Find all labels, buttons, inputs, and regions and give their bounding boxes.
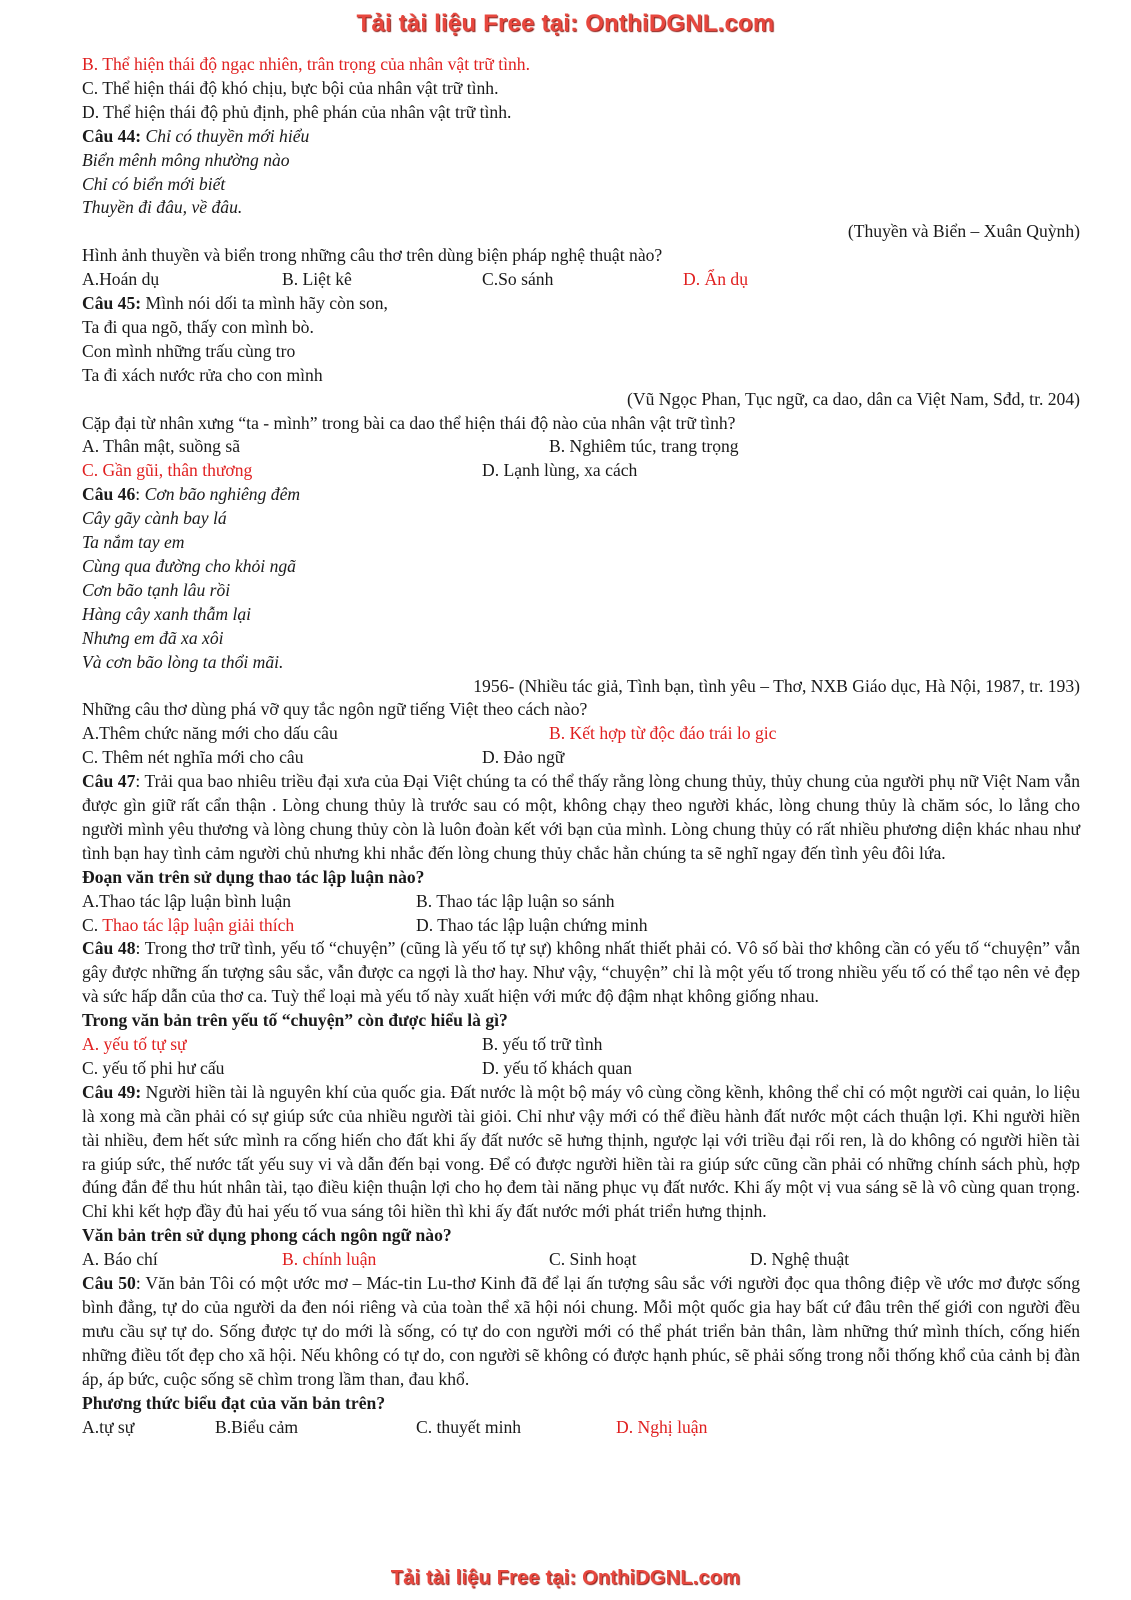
q47-question: Đoạn văn trên sử dụng thao tác lập luận nào? xyxy=(82,866,425,887)
q49-option-b: B. chính luận xyxy=(282,1249,377,1270)
q47-options-row-2 xyxy=(82,914,1080,938)
q46-option-a: A.Thêm chức năng mới cho dấu câu xyxy=(82,723,338,744)
q49-label: Câu 49: xyxy=(82,1081,142,1102)
q45-options-row-1 xyxy=(82,435,1080,459)
q45-poem-line-4: Ta đi xách nước rửa cho con mình xyxy=(82,364,323,385)
q50-passage: Câu 50: Văn bản Tôi có một ước mơ – Mác-tin Lu-thơ Kinh đã để lại ấn tượng sâu sắc với người đọc qua thông điệp về ước mơ được sống bình đẳng, tự do của người da đen nói riêng và của toàn thể xã hội nói chung. Mỗi một quốc gia hay bất cứ đâu trên thế giới con người đều mưu cầu sự tự do. Sống được tự do mới là sống, có tự do con người mới có thể phát triển bản thân, làm những thứ mình thích, cống hiến những điều tốt đẹp cho xã hội. Nếu không có tự do, con người sẽ không có được hạnh phúc, sẽ phải sống trong nỗi thống khổ của cảnh bị đàn áp, áp bức, cuộc sống sẽ chìm trong lầm than, đau khổ. xyxy=(82,1273,1081,1389)
q44-option-a: A.Hoán dụ xyxy=(82,269,160,290)
q44-poem-text-1: Chỉ có thuyền mới hiểu xyxy=(145,125,310,146)
q47-label: Câu 47 xyxy=(82,771,136,792)
q43-option-c: C. Thể hiện thái độ khó chịu, bực bội của nhân vật trữ tình. xyxy=(82,77,499,98)
q46-poem-line-7: Nhưng em đã xa xôi xyxy=(82,627,224,648)
q49-passage xyxy=(82,1081,1080,1224)
q46-options-row-1 xyxy=(82,722,1080,746)
q48-option-a: A. yếu tố tự sự xyxy=(82,1034,187,1055)
q48-question: Trong văn bản trên yếu tố “chuyện” còn được hiểu là gì? xyxy=(82,1010,508,1031)
q46-label: Câu 46 xyxy=(82,484,136,505)
q44-option-b: B. Liệt kê xyxy=(282,269,352,290)
document-body xyxy=(82,53,1080,1439)
q44-source: (Thuyền và Biển – Xuân Quỳnh) xyxy=(847,221,1080,242)
q45-poem-line-1 xyxy=(82,292,1080,316)
q45-source: (Vũ Ngọc Phan, Tục ngữ, ca dao, dân ca Việt Nam, Sđd, tr. 204) xyxy=(627,388,1080,409)
footer-banner: Tải tài liệu Free tại: OnthiDGNL.com xyxy=(390,1567,741,1589)
q43-option-b xyxy=(82,53,1080,77)
q50-option-c: C. thuyết minh xyxy=(416,1416,522,1437)
q46-option-d: D. Đảo ngữ xyxy=(482,747,565,768)
q45-question: Cặp đại từ nhân xưng “ta - mình” trong bài ca dao thể hiện thái độ nào của nhân vật trữ tình? xyxy=(82,412,736,433)
q44-option-c: C.So sánh xyxy=(482,269,554,290)
q45-poem-line-2: Ta đi qua ngõ, thấy con mình bò. xyxy=(82,316,314,337)
q44-option-d: D. Ẩn dụ xyxy=(683,269,748,290)
q47-options-row-1 xyxy=(82,890,1080,914)
q50-option-a: A.tự sự xyxy=(82,1416,135,1437)
q46-question: Những câu thơ dùng phá vỡ quy tắc ngôn ngữ tiếng Việt theo cách nào? xyxy=(82,699,588,720)
q48-label: Câu 48 xyxy=(82,938,136,959)
header-banner: Tải tài liệu Free tại: OnthiDGNL.com xyxy=(356,10,775,37)
q45-option-d: D. Lạnh lùng, xa cách xyxy=(482,460,638,481)
q45-option-a: A. Thân mật, suồng sã xyxy=(82,436,241,457)
q47-passage: Câu 47: Trải qua bao nhiêu triều đại xưa của Đại Việt chúng ta có thể thấy rằng lòng chung thủy, thủy chung của người phụ nữ Việt Nam vẫn được gìn giữ rất cẩn thận . Lòng chung thủy là trước sau có một, không chạy theo người khác, lòng chung thủy là chăm sóc, lo lắng cho người mình yêu thương và lòng chung thủy còn là luôn đoàn kết với bạn của mình. Lòng chung thủy có rất nhiều phương diện khác nhau như tình bạn hay tình cảm người chủ nhưng khi nhắc đến lòng chung thủy chắc hẳn chúng ta sẽ nghĩ ngay đến tình yêu đôi lứa. xyxy=(82,771,1081,863)
q46-poem-line-5: Cơn bão tạnh lâu rồi xyxy=(82,579,231,600)
q45-poem-text-1: Mình nói dối ta mình hãy còn son, xyxy=(145,293,388,314)
q47-text: Trải qua bao nhiêu triều đại xưa của Đại Việt chúng ta có thể thấy rằng lòng chung thủy, thủy chung của người phụ nữ Việt Nam vẫn được gìn giữ rất cẩn thận . Lòng chung thủy là trước sau có một, không chạy theo người khác, lòng chung thủy là chăm sóc, lo lắng cho người mình yêu thương và lòng chung thủy còn là luôn đoàn kết với bạn của mình. Lòng chung thủy có rất nhiều phương diện khác nhau như tình bạn hay tình cảm người chủ nhưng khi nhắc đến lòng chung thủy chắc hẳn chúng ta sẽ nghĩ ngay đến tình yêu đôi lứa. xyxy=(82,771,1081,863)
q48-passage: Câu 48: Trong thơ trữ tình, yếu tố “chuyện” (cũng là yếu tố tự sự) không nhất thiết phải có. Vô số bài thơ không cần có yếu tố “chuyện” vẫn gây được những ấn tượng sâu sắc, vẫn được ca ngợi là thơ hay. Như vậy, “chuyện” chỉ là một yếu tố trong nhiều yếu tố có thể tạo nên vẻ đẹp và sức hấp dẫn của thơ ca. Tuỳ thể loại mà yếu tố này xuất hiện với mức độ đậm nhạt không giống nhau. xyxy=(82,938,1081,1007)
q48-options-row-2 xyxy=(82,1057,1080,1081)
q47-option-c-prefix: C. xyxy=(82,914,99,935)
q46-poem-line-6: Hàng cây xanh thẫm lại xyxy=(82,603,252,624)
q47-option-d: D. Thao tác lập luận chứng minh xyxy=(416,914,648,935)
q49-options xyxy=(82,1248,1080,1272)
q46-poem-line-1: Câu 46: Cơn bão nghiêng đêm xyxy=(82,484,301,505)
q44-label: Câu 44: xyxy=(82,125,142,146)
q46-option-b: B. Kết hợp từ độc đáo trái lo gic xyxy=(549,723,777,744)
q48-option-c: C. yếu tố phi hư cấu xyxy=(82,1057,225,1078)
q46-source: 1956- (Nhiều tác giả, Tình bạn, tình yêu – Thơ, NXB Giáo dục, Hà Nội, 1987, tr. 193) xyxy=(473,675,1080,696)
q50-label: Câu 50 xyxy=(82,1273,136,1294)
q45-poem-line-3: Con mình những trấu cùng tro xyxy=(82,340,296,361)
q45-label: Câu 45: xyxy=(82,293,142,314)
q45-options-row-2 xyxy=(82,459,1080,483)
q46-poem-line-4: Cùng qua đường cho khỏi ngã xyxy=(82,555,296,576)
q45-option-b: B. Nghiêm túc, trang trọng xyxy=(549,436,739,457)
q44-poem-line-2: Biển mênh mông nhường nào xyxy=(82,149,290,170)
q46-options-row-2 xyxy=(82,746,1080,770)
q49-option-c: C. Sinh hoạt xyxy=(549,1249,637,1270)
q48-option-d: D. yếu tố khách quan xyxy=(482,1057,632,1078)
q50-question: Phương thức biểu đạt của văn bản trên? xyxy=(82,1392,386,1413)
q46-poem-text-1: Cơn bão nghiêng đêm xyxy=(144,484,301,505)
q44-poem-line-4: Thuyền đi đâu, về đâu. xyxy=(82,197,243,218)
q50-option-b: B.Biểu cảm xyxy=(215,1416,299,1437)
q49-option-a: A. Báo chí xyxy=(82,1249,158,1270)
q49-text: Người hiền tài là nguyên khí của quốc gia. Đất nước là một bộ máy vô cùng cồng kềnh, không thể chỉ có một người cai quản, lo liệu là xong mà cần phải có sự giúp sức của nhiều người tài giỏi. Chỉ như vậy mới có thể điều hành đất nước một cách thuận lợi. Khi người hiền tài nhiều, đem hết sức mình ra cống hiến cho đất khi ấy đất nước sẽ hưng thịnh, ngược lại với triều đại rối ren, là do không có người hiền tài ra giúp sức, thế nước tất yếu suy vi và dẫn đến bại vong. Để có được người hiền tài ra giúp sức cũng cần phải có những chính sách phù, hợp đúng đắn để thu hút nhân tài, tạo điều kiện thuận lợi cho họ đem tài năng phục vụ đất nước. Khi ấy một vị vua sáng sẽ là vô cùng quan trọng. Chỉ khi kết hợp đầy đủ hai yếu tố vua sáng tôi hiền thì khi ấy đất nước mới phát triển hưng thịnh. xyxy=(82,1081,1080,1222)
q48-option-b: B. yếu tố trữ tình xyxy=(482,1034,603,1055)
q47-option-c xyxy=(82,914,294,938)
q43-option-d: D. Thể hiện thái độ phủ định, phê phán của nhân vật trữ tình. xyxy=(82,101,512,122)
q43-option-b-text: B. Thể hiện thái độ ngạc nhiên, trân trọng của nhân vật trữ tình. xyxy=(82,54,530,74)
q49-option-d: D. Nghệ thuật xyxy=(750,1249,850,1270)
q47-option-b: B. Thao tác lập luận so sánh xyxy=(416,890,615,911)
q48-options-row-1 xyxy=(82,1033,1080,1057)
q50-options xyxy=(82,1416,1080,1440)
q44-poem-line-3: Chỉ có biển mới biết xyxy=(82,173,226,194)
q46-poem-line-2: Cây gãy cành bay lá xyxy=(82,508,227,529)
q44-poem-line-1 xyxy=(82,125,1080,149)
q44-options xyxy=(82,268,1080,292)
q49-question: Văn bản trên sử dụng phong cách ngôn ngữ nào? xyxy=(82,1225,452,1246)
q47-option-c-text: Thao tác lập luận giải thích xyxy=(102,914,295,935)
q46-poem-line-8: Và cơn bão lòng ta thổi mãi. xyxy=(82,651,284,672)
q50-option-d: D. Nghị luận xyxy=(616,1416,708,1437)
q50-text: Văn bản Tôi có một ước mơ – Mác-tin Lu-thơ Kinh đã để lại ấn tượng sâu sắc với người đọc qua thông điệp về ước mơ được sống bình đẳng, tự do của người da đen nói riêng và của toàn thể xã hội nói chung. Mỗi một quốc gia hay bất cứ đâu trên thế giới con người đều mưu cầu sự tự do. Sống được tự do mới là sống, có tự do con người mới có thể phát triển bản thân, làm những thứ mình thích, cống hiến những điều tốt đẹp cho xã hội. Nếu không có tự do, con người sẽ không có được hạnh phúc, sẽ phải sống trong nỗi thống khổ của cảnh bị đàn áp, áp bức, cuộc sống sẽ chìm trong lầm than, đau khổ. xyxy=(82,1273,1081,1389)
q45-option-c: C. Gần gũi, thân thương xyxy=(82,460,253,481)
q48-text: Trong thơ trữ tình, yếu tố “chuyện” (cũng là yếu tố tự sự) không nhất thiết phải có. Vô số bài thơ không cần có yếu tố “chuyện” vẫn gây được những ấn tượng sâu sắc, vẫn được ca ngợi là thơ hay. Như vậy, “chuyện” chỉ là một yếu tố trong nhiều yếu tố có thể tạo nên vẻ đẹp và sức hấp dẫn của thơ ca. Tuỳ thể loại mà yếu tố này xuất hiện với mức độ đậm nhạt không giống nhau. xyxy=(82,938,1081,1007)
q46-option-c: C. Thêm nét nghĩa mới cho câu xyxy=(82,747,304,768)
q44-question: Hình ảnh thuyền và biển trong những câu thơ trên dùng biện pháp nghệ thuật nào? xyxy=(82,245,663,266)
q47-option-a: A.Thao tác lập luận bình luận xyxy=(82,890,292,911)
q46-poem-line-3: Ta nắm tay em xyxy=(82,532,185,553)
